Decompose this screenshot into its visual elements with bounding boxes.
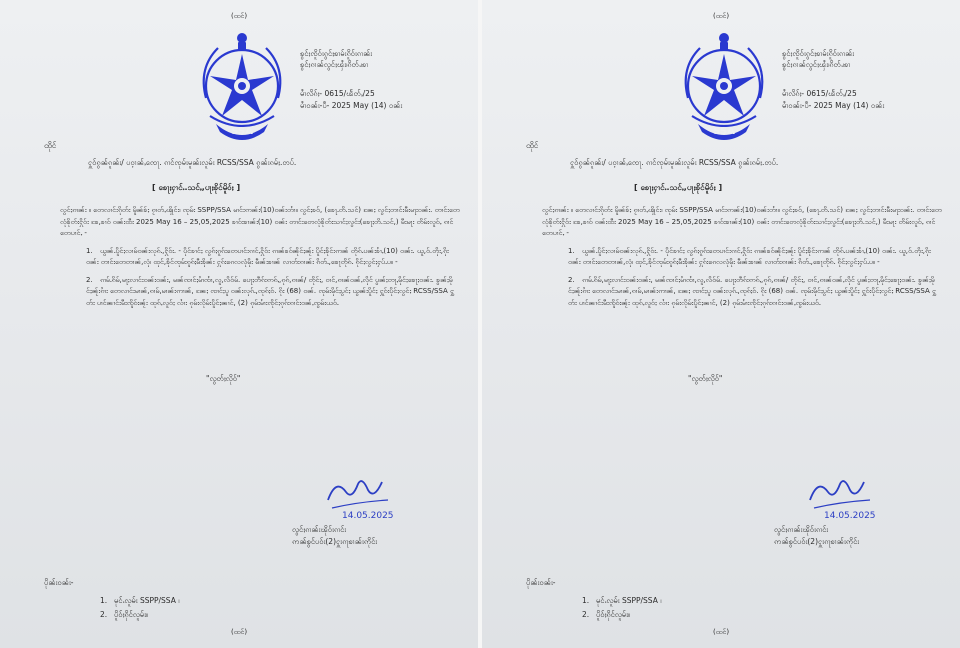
copy-to-label: ပိုၼ်းဝၼ်း- (44, 578, 74, 587)
list-item (582, 608, 661, 622)
header-org-line2: ၶွင်ႈၵၢၼ်လွင်ႈၾႆး၊ၵိတ်ႉ၊ၶၢ (782, 60, 851, 69)
ssa-emblem-icon (188, 28, 296, 150)
header-org-line1: ၶွင်ႈၸိူဝ်းၵွင်ႈၶၢမ်းၵိူဝ်းၵၢၼ်း (782, 49, 855, 58)
ref-date: မၢႆဝၼ်း-ပီ- 2025 May (14) ဝၼ်း (300, 101, 403, 110)
signatory-unit: ဢၼ်ၶွင်ပဝ်း(2)ႁူးၵႃၶၢၼ်းဢိုင်း (774, 537, 860, 546)
signatory-unit: ဢၼ်ၶွင်ပဝ်း(2)ႁူးၵႃၶၢၼ်းဢိုင်း (292, 537, 378, 546)
copy-text: မုင်ႉလူမ်း SSPP/SSA ၊ (114, 596, 180, 605)
copy-number: 1. (582, 596, 590, 605)
confidential-mark-top: (ထင်) (712, 12, 730, 20)
copy-to-label: ပိုၼ်းဝၼ်း- (526, 578, 556, 587)
signature-date: 14.05.2025 (824, 511, 876, 521)
document-page-left (0, 0, 478, 648)
item-number: 2. (86, 275, 93, 284)
to-recipient: ႁူဝ်ၵွၼ်ၵူၼ်း/ ပဝ့ၢၼ်ႇၸေႃ. ၵၢင်ၸုမ်းမူၼ်းလူမ်း RCSS/SSA ၵွၼ်းၵမ်ႈ.တပ်. (88, 158, 297, 167)
item-number: 1. (86, 246, 93, 255)
confidential-mark-top: (ထင်) (230, 12, 248, 20)
list-item (542, 246, 942, 269)
signatory-title: လွင်ႈၵၢၼ်းၽိုဝ်းၵၢင်း (292, 525, 347, 534)
item-number: 2. (568, 275, 575, 284)
reference-block (782, 88, 884, 112)
list-item (542, 275, 942, 310)
list-item (60, 275, 460, 310)
item-number: 1. (568, 246, 575, 255)
copy-text: ပိူဝ်ႈၵိုင်လူမ်း။ (596, 610, 631, 619)
ssa-emblem-icon (670, 28, 778, 150)
handwritten-signature (800, 470, 880, 522)
list-item (582, 594, 661, 608)
to-recipient: ႁူဝ်ၵွၼ်ၵူၼ်း/ ပဝ့ၢၼ်ႇၸေႃ. ၵၢင်ၸုမ်းမူၼ်းလူမ်း RCSS/SSA ၵွၼ်းၵမ်ႈ.တပ်. (570, 158, 779, 167)
header-org (300, 48, 372, 70)
copy-number: 2. (100, 610, 108, 619)
ref-number: မၢႆလိၵ်ႈ- 0615/ၽႅတ်ႇ/25 (300, 89, 375, 98)
signatory-block (774, 524, 859, 548)
body-intro (60, 205, 460, 240)
subject-line: [ ၶေႃႈႁၢင်ႉ.သင်ႇ,ပႃႈၶိုင်မိူဝ်ႈ ] (634, 183, 723, 192)
confidential-mark-bottom: (ထင်) (712, 628, 730, 636)
confidential-mark-bottom: (ထင်) (230, 628, 248, 636)
body-intro-text: ။ တေလၢင်းၵိုတ်း မိူၼ်ၶ်ႈ ၵႂၢတ်ႇၾိုင်း၊ ၸုမ်း SSPP/SSA မၢင်းဢၼ်း(10)ဝၼ်းတၢႆ။ လွင်ႈၶဝ်, (ၶေႃႉတိ.သင်) ၼႄႈ လွင်ႈတၢင်းမီးမႃးဝၼ်း. တၢင်းတေလုံၶိုတ်းႁိုဝ်း ၶႄ,ၶၢဝ် ဝၼ်းထီး 2025 May 16 – 25,05,2025 ၶၢဝ်းၶၢၼ်း(10) ဝၼ်း တၢင်းတေလုံၶိုတ်းသၢင်ႈလွင်း(ၶေႃႈတိ.သင်,) မီးမႃး တိမ်းလူဝ်ႇ ၵၢင်တေပၢင်ႇ - (542, 206, 942, 237)
body-intro-label: လွင်ႈၵၢၼ်း (60, 206, 87, 214)
handwritten-signature (318, 470, 398, 522)
body-intro (542, 205, 942, 240)
copy-number: 2. (582, 610, 590, 619)
body-intro-label: လွင်ႈၵၢၼ်း (542, 206, 569, 214)
copy-number: 1. (100, 596, 108, 605)
closing-line: "လွတ်ႈလိုဝ်" (206, 374, 241, 383)
logo-text: SSA (231, 126, 253, 137)
ref-date: မၢႆဝၼ်း-ပီ- 2025 May (14) ဝၼ်း (782, 101, 885, 110)
item-text: ယွၼ်ႉပိူင်ႈလၢမ်ဝၼ်းလုၵ်ႉ,ႁိုဝ်း. - ပိုင်ၶၢင်ႈ လွၵ်ႈၵူၵ်းတေပၢင်းၵၢင်ႇႁိုဝ်း ၵၢၼ်ၶဝ်ၼိုင်ႈၼႂ်း ပိူင်ႈၶိုင်းဢၼ် တိုၵ်ႉပၼ်းၶၢႆႇ(10) ဝၼ်း. ယူ,ဝ်.တိုး,ၵိုးဝၼ်း တၢင်းတေတၢၼ်,လုံ၊ ထုင်,ၶိုင်ၸုမ်းၵူၵ်ႈမီးၶိုၼ်း ႁုၵ်းၵေလလုံမိုး မဵၼ်းၶၢၼ် လၢတ်းၵၢၼ်း ၵိတ်ႉ,ၶေႃတိုၵ်ႉ ၵိုင်ႈလွင်ႈႁပ်ႉပ။ - (86, 246, 449, 266)
letter-body (60, 205, 460, 315)
header-org-line2: ၶွင်ႈၵၢၼ်လွင်ႈၾႆး၊ၵိတ်ႉ၊ၶၢ (300, 60, 369, 69)
closing-line: "လွတ်ႈလိုဝ်" (688, 374, 723, 383)
copy-to-list (582, 594, 661, 622)
list-item (100, 608, 179, 622)
body-intro-text: ။ တေလၢင်းၵိုတ်း မိူၼ်ၶ်ႈ ၵႂၢတ်ႇၾိုင်း၊ ၸုမ်း SSPP/SSA မၢင်းဢၼ်း(10)ဝၼ်းတၢႆ။ လွင်ႈၶဝ်, (ၶေႃႉတိ.သင်) ၼႄႈ လွင်ႈတၢင်းမီးမႃးဝၼ်း. တၢင်းတေလုံၶိုတ်းႁိုဝ်း ၶႄ,ၶၢဝ် ဝၼ်းထီး 2025 May 16 – 25,05,2025 ၶၢဝ်းၶၢၼ်း(10) ဝၼ်း တၢင်းတေလုံၶိုတ်းသၢင်ႈလွင်း(ၶေႃႈတိ.သင်,) မီးမႃး တိမ်းလူဝ်ႇ ၵၢင်တေပၢင်ႇ - (60, 206, 460, 237)
letter-body (542, 205, 942, 315)
header-org-line1: ၶွင်ႈၸိူဝ်းၵွင်ႈၶၢမ်းၵိူဝ်းၵၢၼ်း (300, 49, 373, 58)
list-item (100, 594, 179, 608)
signature-date: 14.05.2025 (342, 511, 394, 521)
header-org (782, 48, 854, 70)
copy-to-list (100, 594, 179, 622)
item-text: ၵၢမ်ႉၵိမ်,မႃႈလၢင်းဝၼ်းဝၼ်း, မၼ်ၸၢင်ႈမၢႆၸၢႆ,လူ,လိဝ်မ်. ပေႃႈတဵၵ်းဢၵ်ႇ,ၵုၵ်,ၵၢၼ်/ တိုင်ႈ, ဝၢင်,ၵၢၼ်ဝၼ်ႇလိုင် ပွၼ်ႈတႃႇမိုင်ႈၶေႃႈဝၼ်း. ၶွၼ်ႈမိုင်ႈၼႂ်းၵၢႆး တေလၢင်းမၢၼ်,ၵၢမ်,မၢၼ်းဢၢၼ်, ၼႄႈ ၸၢင်ႈပူ ဝၼ်းလုၵ်ႉ,ၸုၵ်ႈဝ်. ၵိုး (68) ဝၼ်. ၸုမ်းမိုင်ႈပွင်ႈ ယွၼ်းပိူင်ႈ ႁူဝ်းပိုင်ႈလွင်ႈ RCSS/SSA ႁွတ်း ပၢင်ၼၢင်းမီးၸိူဝ်းၼႂ်း ထုၵ်ႇလူဝ်ႈ လၢႆး ၵုမ်းလိုမ်းပိူင်ႈၼၢင်, (2) ၵုမ်းမၢႆးၸိုင်ႈၵုၵ်းၵၢင်းဝၼ်ႇၸွမ်းယဝ်ႉ (86, 275, 454, 307)
reference-block (300, 88, 402, 112)
signatory-block (292, 524, 377, 548)
document-page-right (482, 0, 960, 648)
subject-line: [ ၶေႃႈႁၢင်ႉ.သင်ႇ,ပႃႈၶိုင်မိူဝ်ႈ ] (152, 183, 241, 192)
item-text: ယွၼ်ႉပိူင်ႈလၢမ်ဝၼ်းလုၵ်ႉ,ႁိုဝ်း. - ပိုင်ၶၢင်ႈ လွၵ်ႈၵူၵ်းတေပၢင်းၵၢင်ႇႁိုဝ်း ၵၢၼ်ၶဝ်ၼိုင်ႈၼႂ်း ပိူင်ႈၶိုင်းဢၼ် တိုၵ်ႉပၼ်းၶၢႆႇ(10) ဝၼ်း. ယူ,ဝ်.တိုး,ၵိုးဝၼ်း တၢင်းတေတၢၼ်,လုံ၊ ထုင်,ၶိုင်ၸုမ်းၵူၵ်ႈမီးၶိုၼ်း ႁုၵ်းၵေလလုံမိုး မဵၼ်းၶၢၼ် လၢတ်းၵၢၼ်း ၵိတ်ႉ,ၶေႃတိုၵ်ႉ ၵိုင်ႈလွင်ႈႁပ်ႉပ။ - (568, 246, 931, 266)
list-item (60, 246, 460, 269)
copy-text: ပိူဝ်ႈၵိုင်လူမ်း။ (114, 610, 149, 619)
to-label: ထိုင် (44, 141, 57, 150)
signatory-title: လွင်ႈၵၢၼ်းၽိုဝ်းၵၢင်း (774, 525, 829, 534)
copy-text: မုင်ႉလူမ်း SSPP/SSA ၊ (596, 596, 662, 605)
logo-text: SSA (713, 126, 735, 137)
ref-number: မၢႆလိၵ်ႈ- 0615/ၽႅတ်ႇ/25 (782, 89, 857, 98)
item-text: ၵၢမ်ႉၵိမ်,မႃႈလၢင်းဝၼ်းဝၼ်း, မၼ်ၸၢင်ႈမၢႆၸၢႆ,လူ,လိဝ်မ်. ပေႃႈတဵၵ်းဢၵ်ႇ,ၵုၵ်,ၵၢၼ်/ တိုင်ႈ, ဝၢင်,ၵၢၼ်ဝၼ်ႇလိုင် ပွၼ်ႈတႃႇမိုင်ႈၶေႃႈဝၼ်း. ၶွၼ်ႈမိုင်ႈၼႂ်းၵၢႆး တေလၢင်းမၢၼ်,ၵၢမ်,မၢၼ်းဢၢၼ်, ၼႄႈ ၸၢင်ႈပူ ဝၼ်းလုၵ်ႉ,ၸုၵ်ႈဝ်. ၵိုး (68) ဝၼ်. ၸုမ်းမိုင်ႈပွင်ႈ ယွၼ်းပိူင်ႈ ႁူဝ်းပိုင်ႈလွင်ႈ RCSS/SSA ႁွတ်း ပၢင်ၼၢင်းမီးၸိူဝ်းၼႂ်း ထုၵ်ႇလူဝ်ႈ လၢႆး ၵုမ်းလိုမ်းပိူင်ႈၼၢင်, (2) ၵုမ်းမၢႆးၸိုင်ႈၵုၵ်းၵၢင်းဝၼ်ႇၸွမ်းယဝ်ႉ (568, 275, 936, 307)
to-label: ထိုင် (526, 141, 539, 150)
